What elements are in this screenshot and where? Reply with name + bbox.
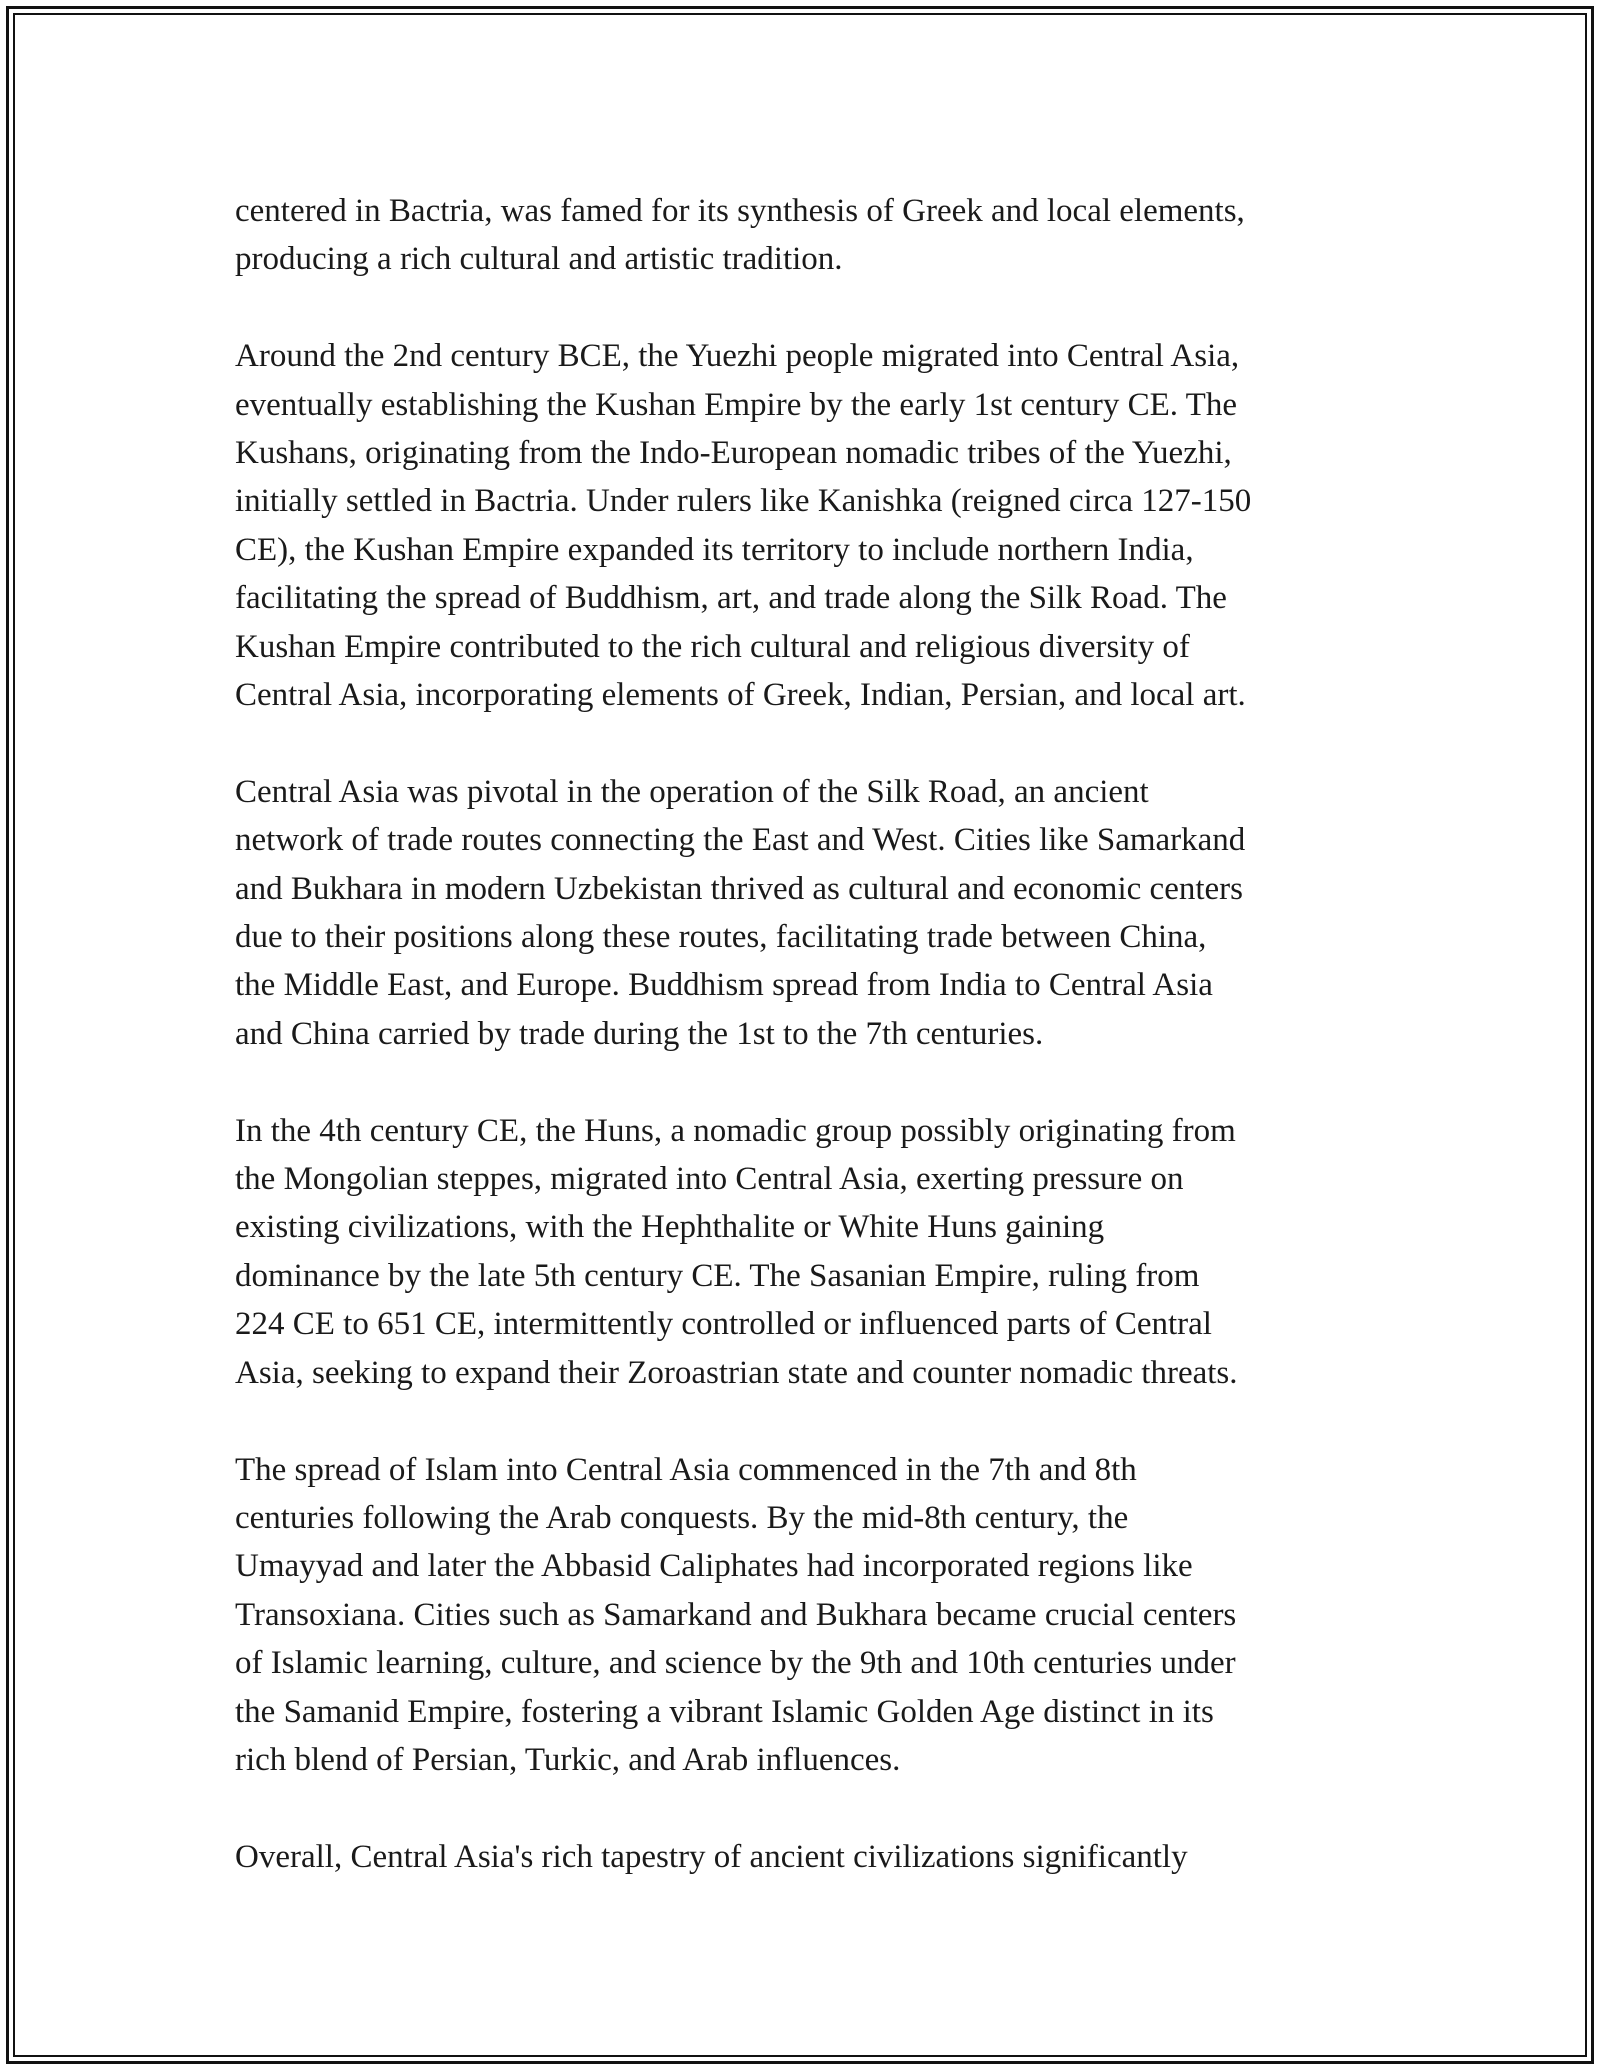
paragraph-islam-spread: The spread of Islam into Central Asia commenced in the 7th and 8th centuries following the Arab conquests. By the mid-8th century, the Umayyad and later the Abbasid Caliphates had incorporated regions like Transoxiana. Cities such as Samarkand and Bukhara became crucial centers of Islamic learning, culture, and science by the 9th and 10th centuries under the Samanid Empire, fostering a vibrant Islamic Golden Age distinct in its rich blend of Persian, Turkic, and Arab influences.: [235, 1451, 1237, 1778]
paragraph-bactria: centered in Bactria, was famed for its synthesis of Greek and local elements, producing a rich cultural and artistic tradition.: [235, 193, 1245, 278]
paragraph-huns-sasanian: In the 4th century CE, the Huns, a nomadic group possibly originating from the Mongolian steppes, migrated into Central Asia, exerting pressure on existing civilizations, with the Hephthalite or White Huns gaining dominance by the late 5th century CE. The Sasanian Empire, ruling from 224 CE to 651 CE, intermittently controlled or influenced parts of Central Asia, seeking to expand their Zoroastrian state and counter nomadic threats.: [235, 1112, 1238, 1391]
paragraph-overall: Overall, Central Asia's rich tapestry of ancient civilizations significantly: [235, 1838, 1188, 1875]
document-body: [235, 187, 1405, 1930]
paragraph-kushan-empire: Around the 2nd century BCE, the Yuezhi people migrated into Central Asia, eventually establishing the Kushan Empire by the early 1st century CE. The Kushans, originating from the Indo-European nomadic tribes of the Yuezhi, initially settled in Bactria. Under rulers like Kanishka (reigned circa 127-150 CE), the Kushan Empire expanded its territory to include northern India, facilitating the spread of Buddhism, art, and trade along the Silk Road. The Kushan Empire contributed to the rich cultural and religious diversity of Central Asia, incorporating elements of Greek, Indian, Persian, and local art.: [235, 338, 1252, 714]
paragraph-silk-road: Central Asia was pivotal in the operation of the Silk Road, an ancient network of trade routes connecting the East and West. Cities like Samarkand and Bukhara in modern Uzbekistan thrived as cultural and economic centers due to their positions along these routes, facilitating trade between China, the Middle East, and Europe. Buddhism spread from India to Central Asia and China carried by trade during the 1st to the 7th centuries.: [235, 773, 1246, 1052]
